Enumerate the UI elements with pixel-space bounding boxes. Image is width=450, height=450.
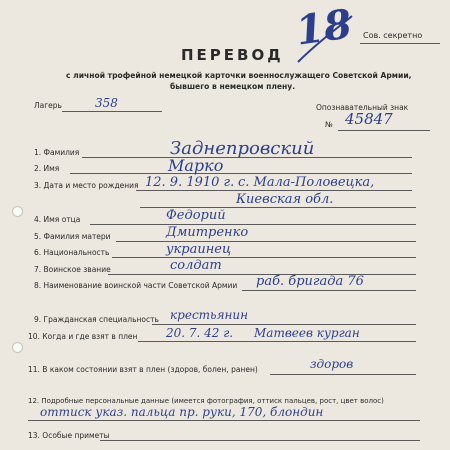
field-personal-value: оттиск указ. пальца пр. руки, 170, блондин — [40, 405, 324, 419]
field-nationality-value: украинец — [166, 242, 232, 257]
field-surname-value: Заднепровский — [170, 138, 315, 159]
field-unit-value: раб. бригада 76 — [256, 274, 364, 289]
field-marks-label: 13. Особые приметы — [28, 431, 110, 440]
field-mother-line — [116, 241, 416, 242]
field-birth-date: 12. 9. 1910 г. — [145, 175, 235, 190]
field-condition-value: здоров — [310, 357, 354, 371]
field-rank-value: солдат — [170, 258, 222, 273]
camp-label: Лагерь — [34, 101, 62, 110]
field-specialty-value: крестьянин — [170, 308, 249, 322]
tag-line — [338, 130, 430, 131]
field-name-label: 2. Имя — [34, 164, 60, 173]
tag-label: Опознавательный знак — [316, 103, 409, 112]
field-nationality-label: 6. Национальность — [34, 248, 110, 257]
camp-line — [62, 111, 162, 112]
field-condition-label: 11. В каком состоянии взят в плен (здоров, болен, ранен) — [28, 365, 258, 374]
handwritten-number: 18 — [293, 0, 355, 55]
field-captured-line — [138, 341, 416, 342]
field-birth-label: 3. Дата и место рождения — [34, 181, 139, 190]
classification-underline — [360, 43, 440, 44]
field-birth-line — [136, 190, 412, 191]
field-specialty-label: 9. Гражданская специальность — [34, 315, 159, 324]
page-title: ПЕРЕВОД — [181, 46, 284, 64]
field-unit-line — [242, 290, 416, 291]
field-nationality-line — [112, 257, 416, 258]
field-mother-value: Дмитренко — [166, 225, 249, 240]
field-captured-label: 10. Когда и где взят в плен — [28, 332, 138, 341]
field-rank-label: 7. Воинское звание — [34, 265, 111, 274]
field-birth-region: Киевская обл. — [236, 192, 334, 207]
field-marks-line — [100, 440, 420, 441]
subtitle-line-2: бывшего в немецком плену. — [170, 82, 296, 91]
field-father-value: Федорий — [166, 208, 226, 223]
tag-prefix: № — [325, 120, 333, 129]
field-captured-date: 20. 7. 42 г. — [166, 326, 234, 340]
field-name-value: Марко — [168, 156, 224, 175]
field-surname-label: 1. Фамилия — [34, 148, 80, 157]
field-captured-place: Матвеев курган — [254, 326, 360, 340]
punch-hole — [12, 342, 23, 353]
field-condition-line — [270, 374, 416, 375]
field-father-label: 4. Имя отца — [34, 215, 81, 224]
field-mother-label: 5. Фамилия матери — [34, 232, 111, 241]
field-specialty-line — [152, 324, 416, 325]
tag-value: 45847 — [345, 110, 393, 128]
subtitle-line-1: с личной трофейной немецкой карточки военнослужащего Советской Армии, — [66, 71, 412, 80]
field-unit-label: 8. Наименование воинской части Советской Армии — [34, 281, 238, 290]
field-father-line — [90, 224, 416, 225]
field-birth-place: с. Мала-Половецка, — [238, 175, 375, 190]
punch-hole — [12, 206, 23, 217]
handwritten-slash — [290, 10, 360, 70]
field-personal-label: 12. Подробные персональные данные (имеется фотография, оттиск пальцев, рост, цвет волос) — [28, 397, 384, 405]
field-name-line — [70, 173, 412, 174]
camp-value: 358 — [95, 96, 118, 110]
field-personal-line — [28, 420, 420, 421]
classification-label: Сов. секретно — [363, 31, 423, 40]
